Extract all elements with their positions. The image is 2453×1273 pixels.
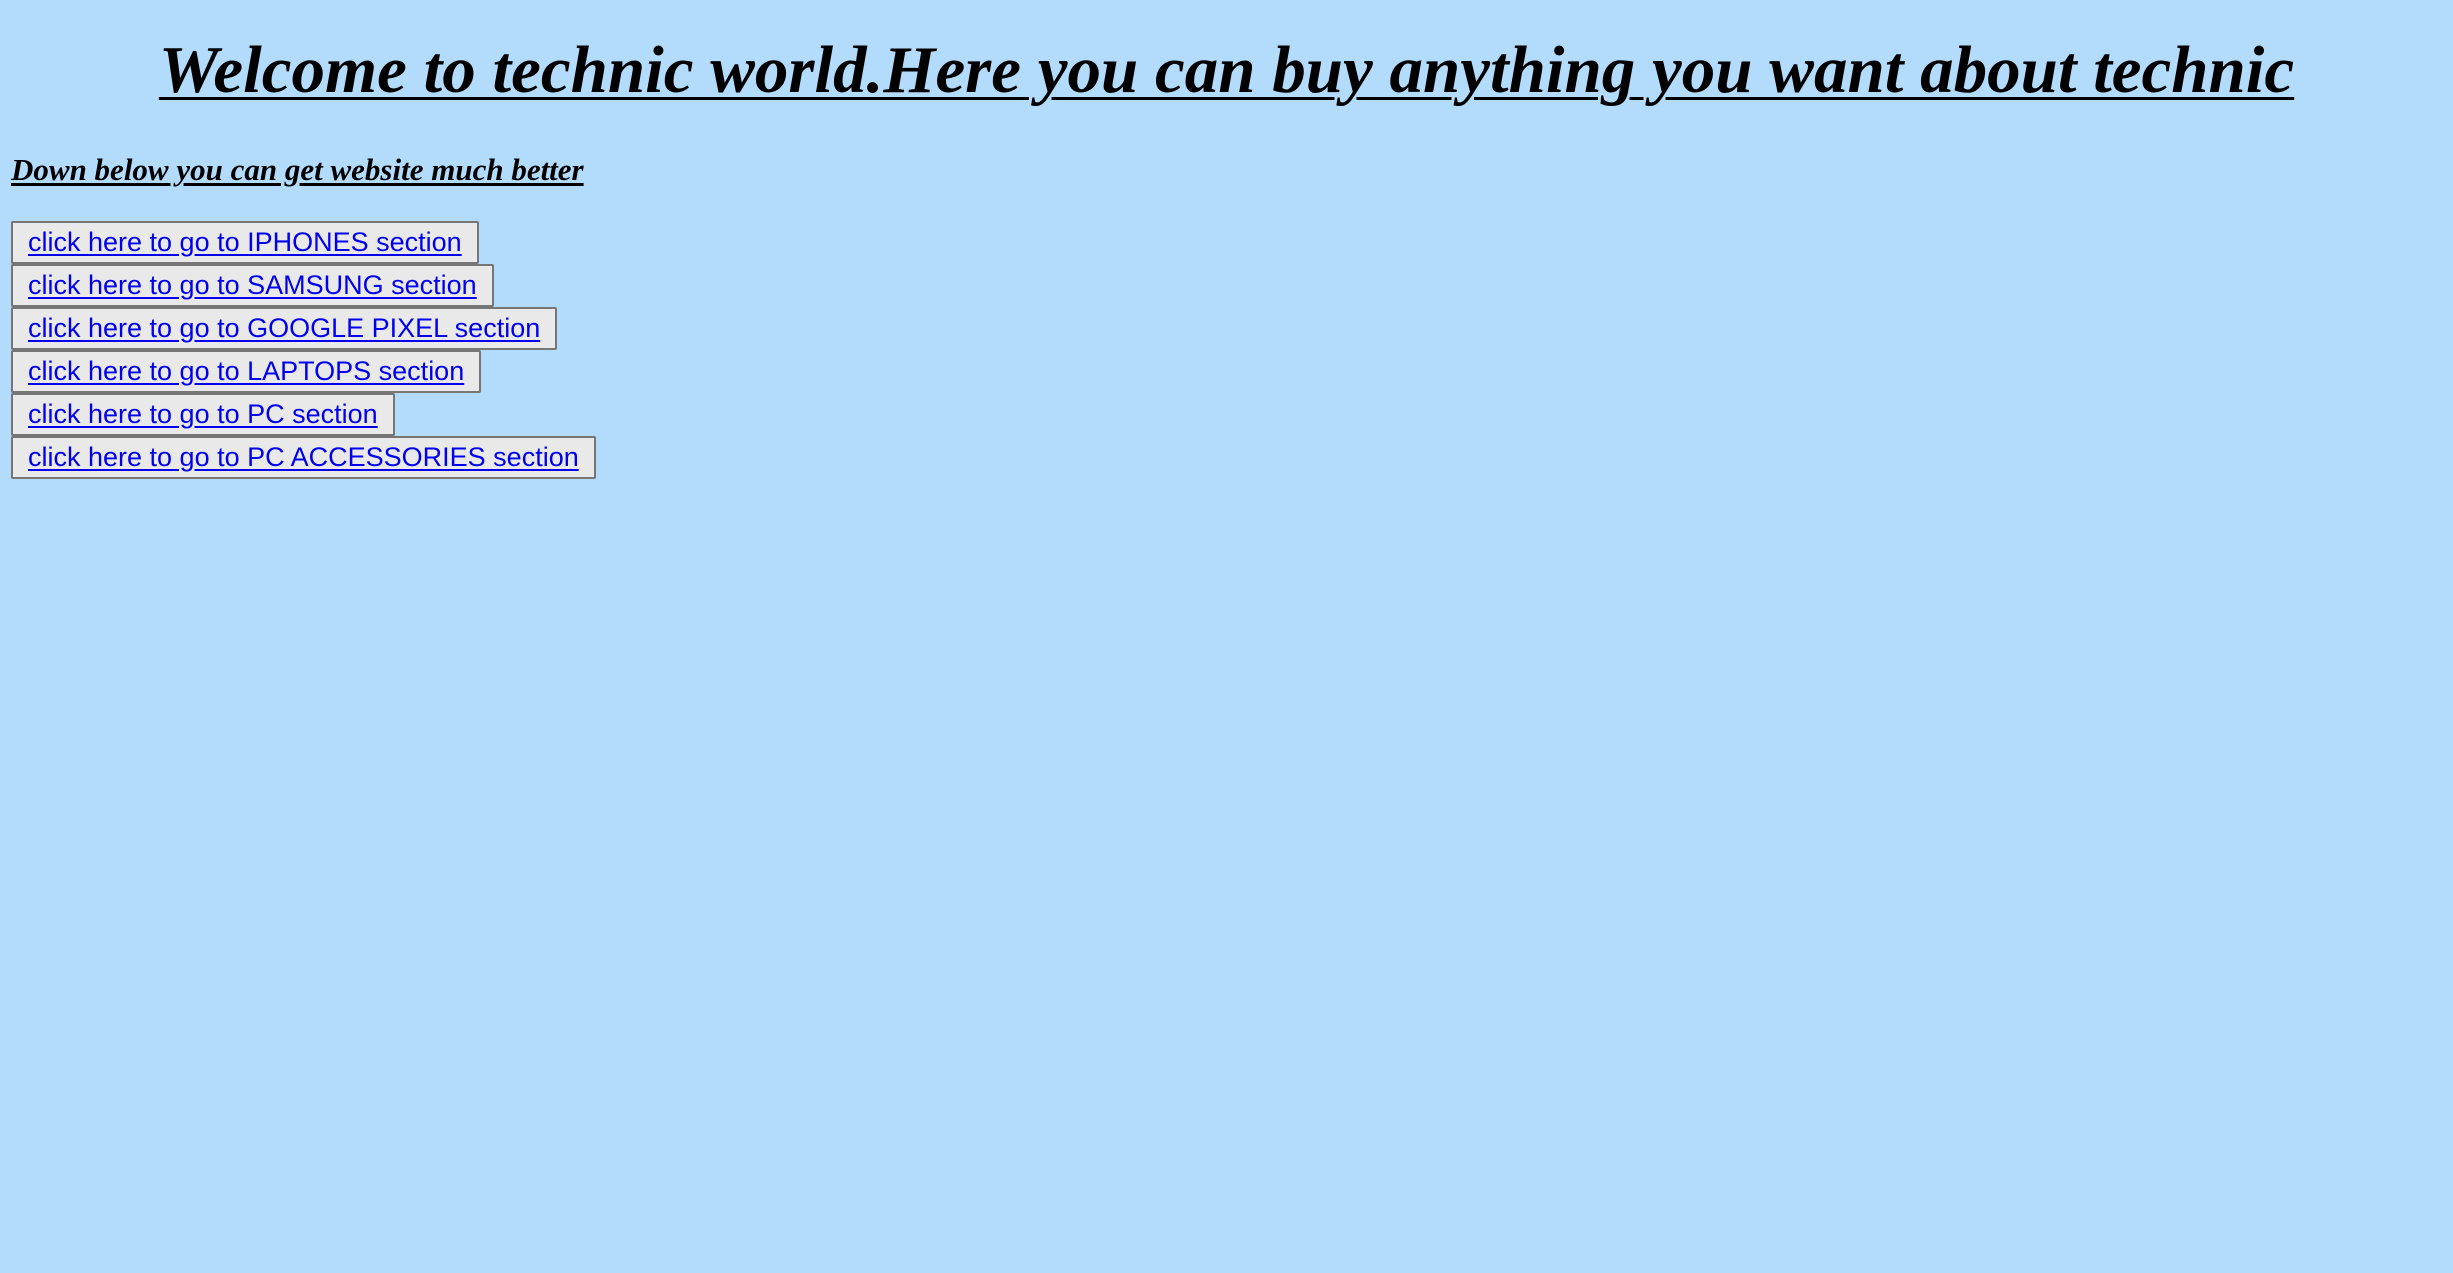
samsung-section-button[interactable]: click here to go to SAMSUNG section <box>11 264 494 307</box>
google-pixel-section-button[interactable]: click here to go to GOOGLE PIXEL section <box>11 307 557 350</box>
pc-accessories-section-button[interactable]: click here to go to PC ACCESSORIES section <box>11 436 596 479</box>
page-subtitle: Down below you can get website much better <box>11 152 584 187</box>
page-title: Welcome to technic world.Here you can buy anything you want about technic <box>158 33 2295 107</box>
pc-section-button[interactable]: click here to go to PC section <box>11 393 395 436</box>
laptops-section-button[interactable]: click here to go to LAPTOPS section <box>11 350 481 393</box>
section-nav <box>11 221 596 479</box>
iphones-section-button[interactable]: click here to go to IPHONES section <box>11 221 479 264</box>
